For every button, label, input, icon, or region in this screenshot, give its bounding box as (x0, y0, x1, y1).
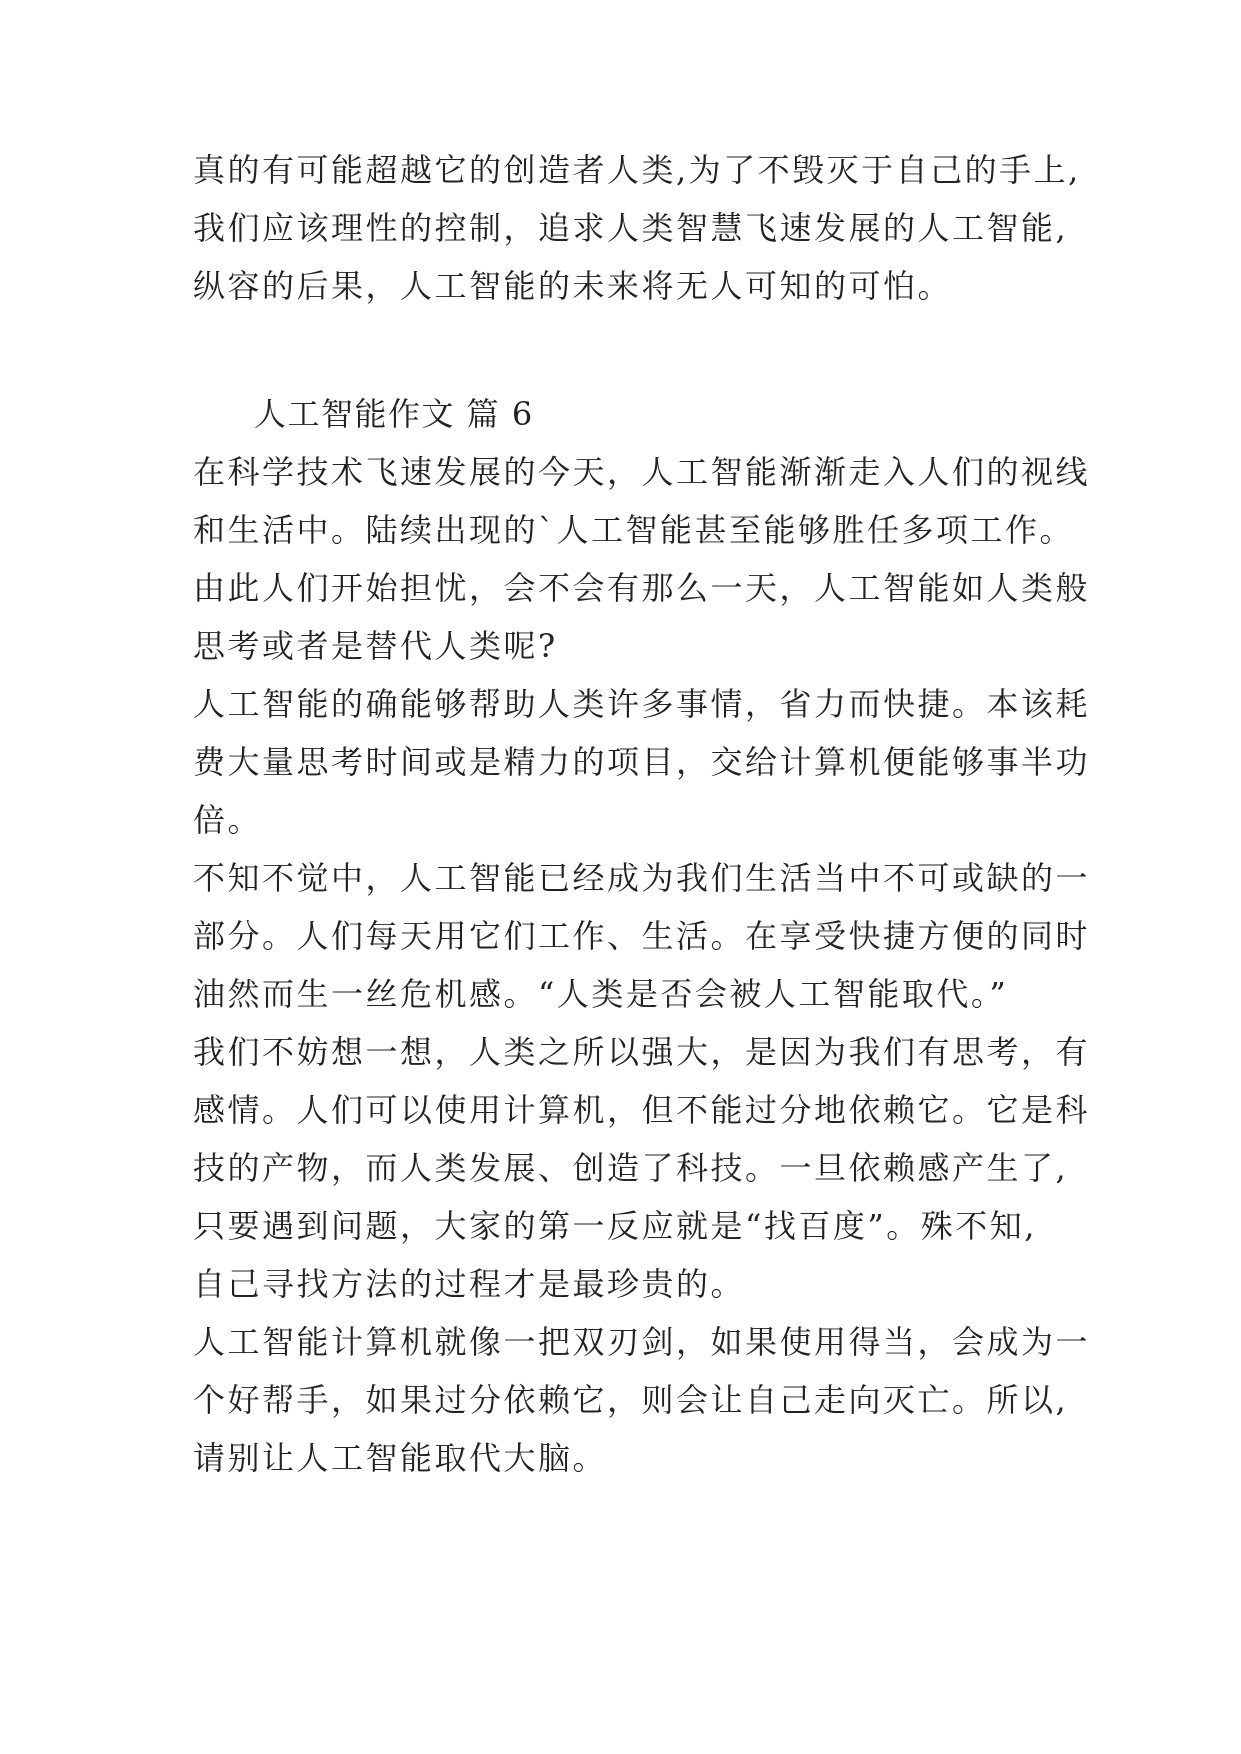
intro-line-3: 纵容的后果，人工智能的未来将无人可知的可怕。 (193, 267, 953, 305)
paragraph-3-line-2: 部分。人们每天用它们工作、生活。在享受快捷方便的同时 (193, 917, 1091, 955)
paragraph-2-line-1: 人工智能的确能够帮助人类许多事情，省力而快捷。本该耗 (193, 685, 1091, 723)
paragraph-4-line-5: 自己寻找方法的过程才是最珍贵的。 (193, 1265, 746, 1303)
intro-line-1: 真的有可能超越它的创造者人类,为了不毁灭于自己的手上, (193, 151, 1081, 189)
paragraph-1-line-2: 和生活中。陆续出现的`人工智能甚至能够胜任多项工作。 (193, 511, 1075, 549)
paragraph-5-line-2: 个好帮手，如果过分依赖它，则会让自己走向灭亡。所以, (193, 1381, 1069, 1419)
paragraph-4-line-4: 只要遇到问题，大家的第一反应就是“找百度”。殊不知, (193, 1207, 1037, 1245)
section-heading: 人工智能作文 篇 6 (254, 395, 534, 433)
paragraph-1-line-1: 在科学技术飞速发展的今天，人工智能渐渐走入人们的视线 (193, 453, 1091, 491)
paragraph-3-line-1: 不知不觉中，人工智能已经成为我们生活当中不可或缺的一 (193, 859, 1091, 897)
intro-line-2: 我们应该理性的控制，追求人类智慧飞速发展的人工智能, (193, 209, 1069, 247)
paragraph-3-line-3: 油然而生一丝危机感。“人类是否会被人工智能取代。” (193, 975, 1009, 1013)
paragraph-1-line-3: 由此人们开始担忧，会不会有那么一天，人工智能如人类般 (193, 569, 1091, 607)
paragraph-2-line-3: 倍。 (193, 801, 263, 839)
paragraph-4-line-2: 感情。人们可以使用计算机，但不能过分地依赖它。它是科 (193, 1091, 1091, 1129)
paragraph-2-line-2: 费大量思考时间或是精力的项目，交给计算机便能够事半功 (193, 743, 1091, 781)
paragraph-4-line-1: 我们不妨想一想，人类之所以强大，是因为我们有思考，有 (193, 1033, 1091, 1071)
paragraph-1-line-4: 思考或者是替代人类呢? (193, 627, 558, 665)
paragraph-5-line-1: 人工智能计算机就像一把双刃剑，如果使用得当，会成为一 (193, 1323, 1091, 1361)
paragraph-5-line-3: 请别让人工智能取代大脑。 (193, 1439, 608, 1477)
paragraph-4-line-3: 技的产物，而人类发展、创造了科技。一旦依赖感产生了, (193, 1149, 1069, 1187)
